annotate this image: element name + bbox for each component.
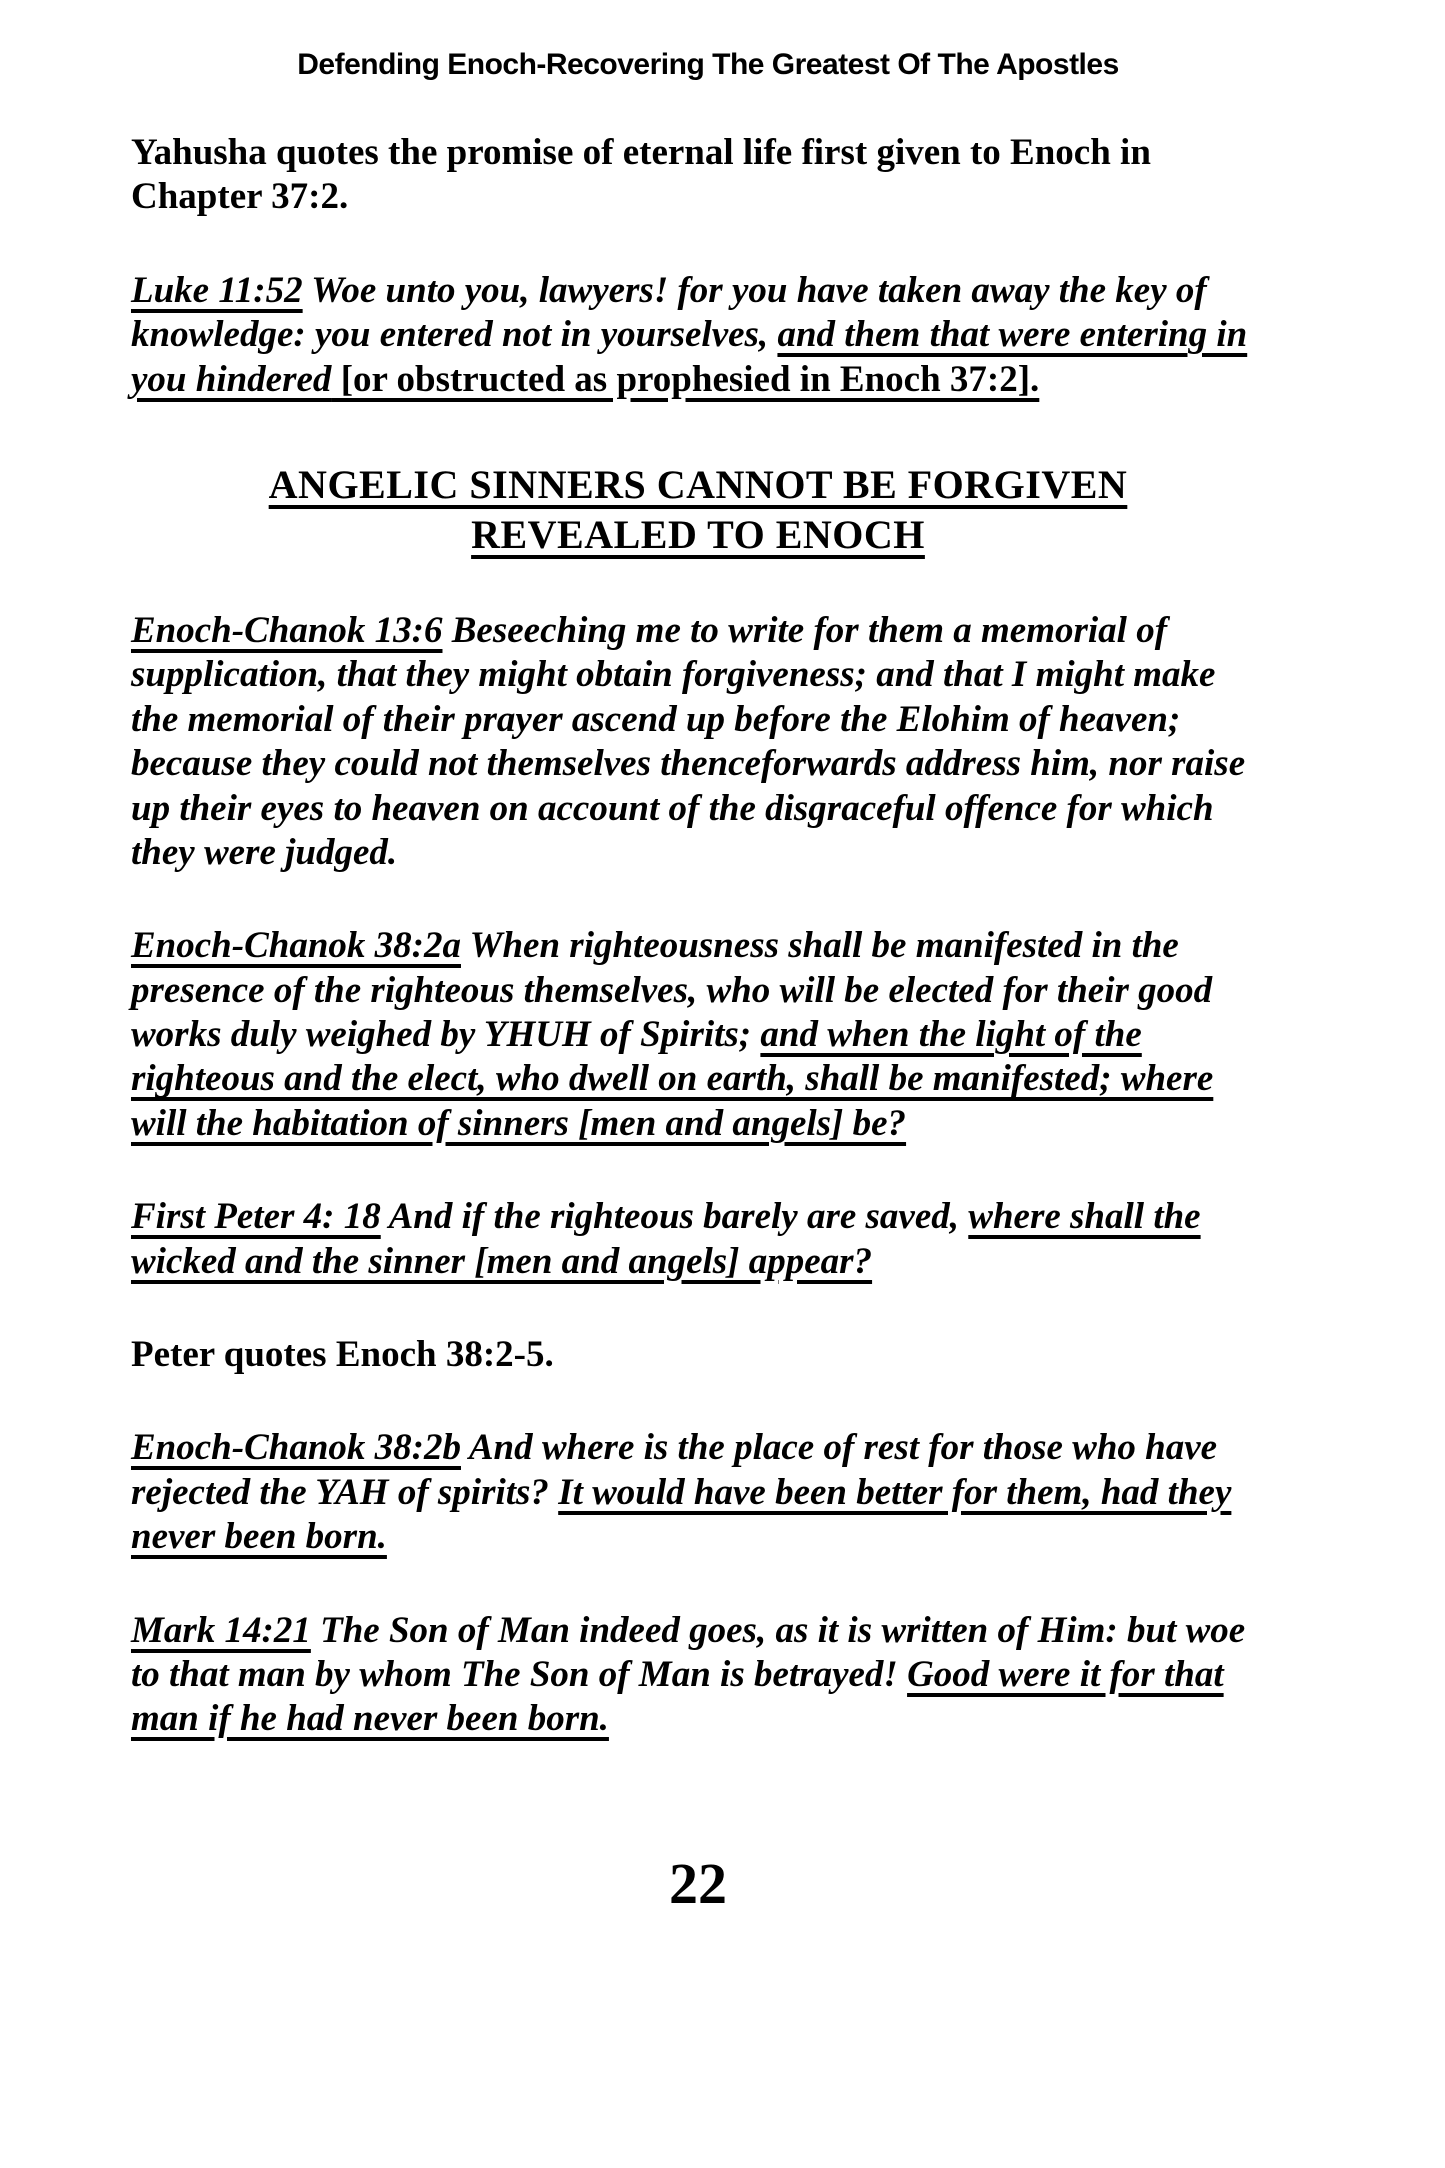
verse-ref-enoch-38-2b: Enoch-Chanok 38:2b (131, 1427, 461, 1469)
section-heading-line2: REVEALED TO ENOCH (471, 511, 925, 557)
peter-note-paragraph: Peter quotes Enoch 38:2-5. (131, 1334, 554, 1376)
section-heading-line1: ANGELIC SINNERS CANNOT BE FORGIVEN (268, 461, 1128, 507)
enoch-38-2a-quote (131, 924, 1265, 1146)
quote-text: Woe unto you, lawyers! for you have taken away the key of knowledge: you entered not in yourselves, (131, 269, 1207, 356)
verse-ref-first-peter: First Peter 4: 18 (131, 1196, 381, 1238)
section-heading (131, 460, 1265, 560)
first-peter-4-18-quote (131, 1195, 1265, 1284)
verse-ref-luke: Luke 11:52 (131, 269, 303, 311)
quote-text: And if the righteous barely are saved, (380, 1196, 969, 1238)
quote-text-bracketed: [or obstructed as prophesied in Enoch 37:2]. (331, 358, 1040, 400)
verse-ref-mark: Mark 14:21 (131, 1609, 311, 1651)
running-head: Defending Enoch-Recovering The Greatest Of The Apostles (297, 48, 1119, 81)
enoch-38-2b-quote (131, 1426, 1265, 1559)
quote-text-underlined: It would have been better for them, had they never been born. (131, 1471, 1232, 1558)
quote-text-underlined: and them that were entering in you hindered (131, 314, 1248, 400)
page-number: 22 (669, 1850, 727, 1916)
enoch-13-6-quote (131, 609, 1265, 875)
mark-14-21-quote (131, 1609, 1265, 1742)
quote-text: The Son of Man indeed goes, as it is written of Him: but woe to that man by whom The Son of Man is betrayed! (131, 1609, 1246, 1695)
verse-ref-enoch-13-6: Enoch-Chanok 13:6 (131, 609, 443, 651)
quote-text: Beseeching me to write for them a memorial of supplication, that they might obtain forgiveness; and that I might make the memorial of their prayer ascend up before the Elohim of heaven; because they could not themselves thenceforwards address him, nor raise up their eyes to heaven on account of the disgraceful offence for which they were judged. (131, 609, 1246, 873)
quote-text-underlined: Good were it for that man if he had never been born. (131, 1653, 1224, 1740)
intro-paragraph: Yahusha quotes the promise of eternal life first given to Enoch in Chapter 37:2. (131, 132, 1151, 218)
quote-text-underlined: and when the light of the righteous and the elect, who dwell on earth, shall be manifested; where will the habitation of sinners [men and angels] be? (131, 1014, 1214, 1144)
quote-text-underlined: where shall the wicked and the sinner [men and angels] appear? (131, 1196, 1201, 1282)
quote-text: And where is the place of rest for those who have rejected the YAH of spirits? (131, 1427, 1218, 1513)
quote-text: When righteousness shall be manifested in the presence of the righteous themselves, who will be elected for their good works duly weighed by YHUH of Spirits; (131, 925, 1213, 1056)
luke-11-52-quote (131, 269, 1265, 402)
verse-ref-enoch-38-2a: Enoch-Chanok 38:2a (131, 925, 461, 967)
